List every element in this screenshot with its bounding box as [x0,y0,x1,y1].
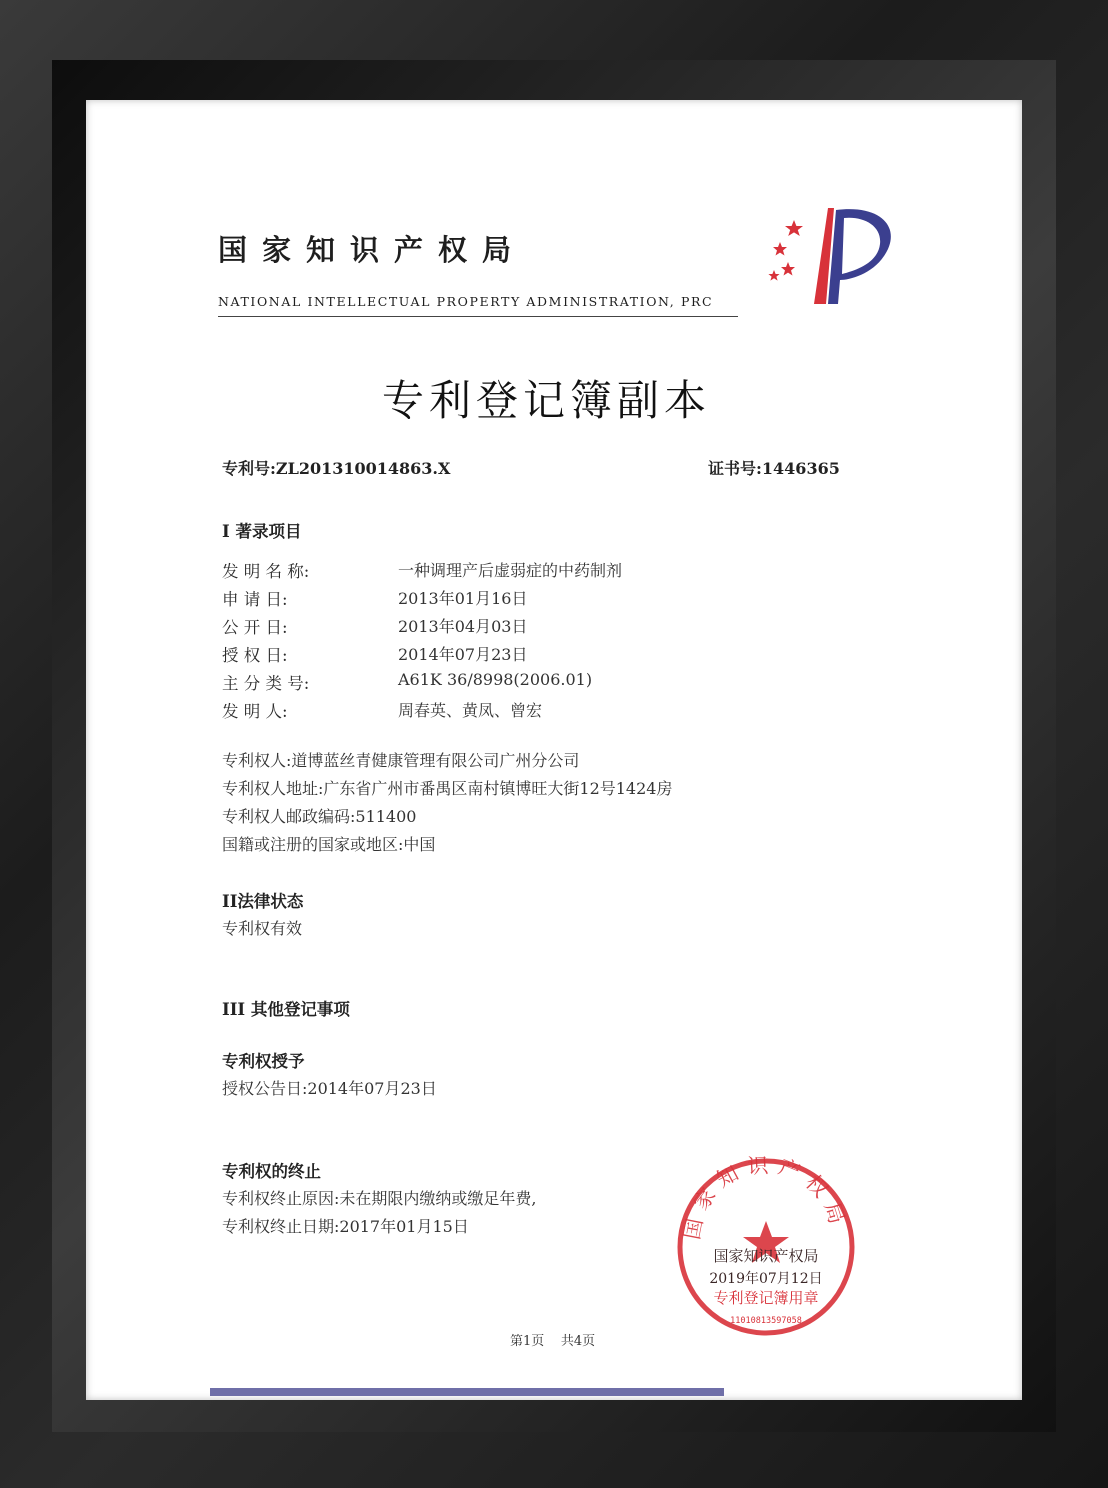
agency-name-en: NATIONAL INTELLECTUAL PROPERTY ADMINISTRATION, PRC [218,294,714,309]
patent-number: 专利号:ZL201310014863.X [222,459,451,478]
seal-purpose: 专利登记簿用章 [713,1289,819,1307]
value-inventors: 周春英、黄凤、曾宏 [398,701,543,720]
seal-serial: 11010813597058 [730,1316,802,1326]
value-grant-date: 2014年07月23日 [398,645,528,664]
label-grant-date [222,642,382,666]
document-title: 专利登记簿副本 [382,376,712,425]
row-label: 授 权 日: [222,646,288,665]
label-inventors [222,698,382,722]
footer-color-bar [210,1388,724,1396]
label-main-classification [222,670,382,694]
seal-ring-text: 国家知识产权局 [679,1155,852,1242]
star-icon [768,270,779,281]
label-invention-title [222,558,382,582]
termination-heading: 专利权的终止 [222,1162,321,1181]
patent-holder: 专利权人:道博蓝丝青健康管理有限公司广州分公司 [222,751,580,770]
value-publication-date: 2013年04月03日 [398,617,528,636]
holder-country: 国籍或注册的国家或地区:中国 [222,835,436,854]
legal-status-value: 专利权有效 [222,919,303,938]
seal-issuer: 国家知识产权局 [713,1247,819,1265]
holder-address: 专利权人地址:广东省广州市番禺区南村镇博旺大街12号1424房 [222,779,673,798]
value-filing-date: 2013年01月16日 [398,589,528,608]
page-indicator [510,1330,595,1349]
row-label: 发 明 人: [222,702,288,721]
section-heading-bibliographic: I 著录项目 [222,522,302,541]
section-heading-other-matters: III 其他登记事项 [222,1000,350,1019]
holder-postcode: 专利权人邮政编码:511400 [222,807,417,826]
star-icon [781,262,795,276]
row-label: 发 明 名 称: [222,562,310,581]
star-icon [773,242,787,256]
official-seal [674,1155,858,1339]
page-number: 第1页 [510,1334,545,1349]
value-main-classification: A61K 36/8998(2006.01) [398,670,593,689]
page-total: 共4页 [560,1334,596,1349]
label-filing-date [222,586,382,610]
value-invention-title: 一种调理产后虚弱症的中药制剂 [398,561,623,580]
star-icon [785,220,803,236]
label-publication-date [222,614,382,638]
row-label: 公 开 日: [222,618,288,637]
row-label: 主 分 类 号: [222,674,310,693]
termination-date: 专利权终止日期:2017年01月15日 [222,1217,469,1236]
termination-reason: 专利权终止原因:未在期限内缴纳或缴足年费, [222,1189,537,1208]
grant-heading: 专利权授予 [222,1052,305,1071]
certificate-number: 证书号:1446365 [708,459,840,478]
row-label: 申 请 日: [222,590,288,609]
logo-stars [768,220,803,281]
logo-blue-p [828,209,891,304]
grant-announcement-date: 授权公告日:2014年07月23日 [222,1079,437,1098]
certificate-page [86,100,1022,1400]
agency-name-cn: 国家知识产权局 [218,233,527,267]
seal-date: 2019年07月12日 [709,1271,823,1287]
section-heading-legal-status: II法律状态 [222,892,304,911]
cnipa-logo [766,204,906,314]
header-divider [218,316,738,317]
